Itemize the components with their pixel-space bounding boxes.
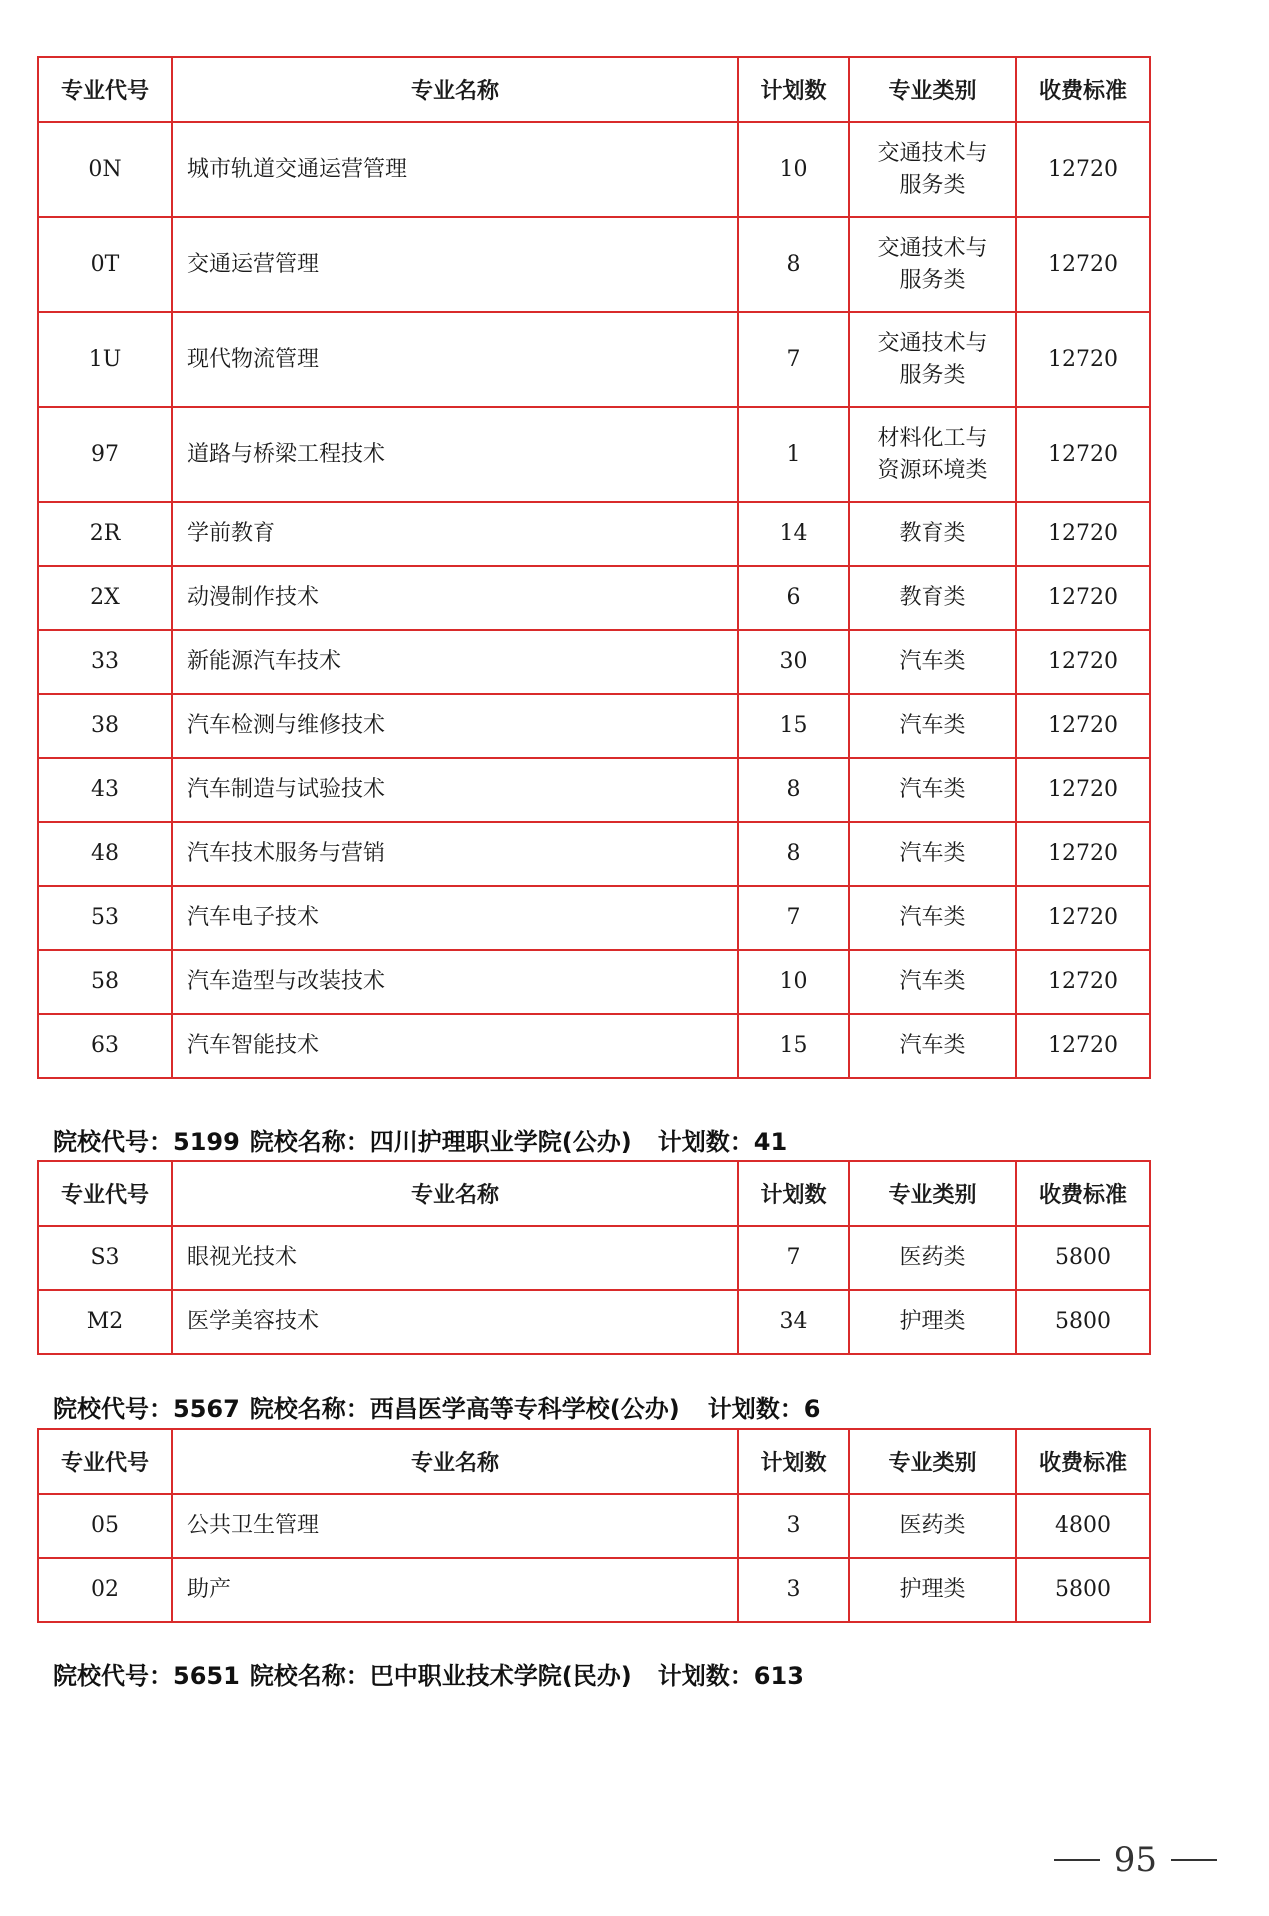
cell-code: M2	[38, 1290, 172, 1354]
header-tuition-fee: 收费标准	[1016, 1429, 1150, 1494]
table-row	[38, 566, 1150, 630]
cell-code: 1U	[38, 312, 172, 407]
cell-category: 汽车类	[849, 886, 1016, 950]
cell-fee: 12720	[1016, 886, 1150, 950]
table-row	[38, 312, 1150, 407]
school-info-line	[53, 1389, 821, 1424]
cell-name: 助产	[172, 1558, 738, 1622]
cell-fee: 12720	[1016, 407, 1150, 502]
table-row	[38, 694, 1150, 758]
cell-name: 城市轨道交通运营管理	[172, 122, 738, 217]
header-major-code: 专业代号	[38, 57, 172, 122]
cell-category: 教育类	[849, 566, 1016, 630]
school-code: 院校代号：5567	[53, 1395, 240, 1423]
header-plan-count: 计划数	[738, 1161, 849, 1226]
table-header-row	[38, 57, 1150, 122]
table-row	[38, 1558, 1150, 1622]
school-code: 院校代号：5651	[53, 1662, 240, 1690]
cell-fee: 12720	[1016, 566, 1150, 630]
table-row	[38, 407, 1150, 502]
cell-code: 43	[38, 758, 172, 822]
cell-plan: 7	[738, 312, 849, 407]
school-plan-count: 计划数：41	[657, 1128, 788, 1156]
cell-plan: 15	[738, 694, 849, 758]
cell-name: 公共卫生管理	[172, 1494, 738, 1558]
cell-category: 汽车类	[849, 630, 1016, 694]
cell-fee: 12720	[1016, 630, 1150, 694]
cell-fee: 12720	[1016, 122, 1150, 217]
cell-name: 现代物流管理	[172, 312, 738, 407]
cell-category: 教育类	[849, 502, 1016, 566]
cell-code: 48	[38, 822, 172, 886]
table-row	[38, 1494, 1150, 1558]
cell-code: 02	[38, 1558, 172, 1622]
cell-fee: 12720	[1016, 1014, 1150, 1078]
cell-code: 63	[38, 1014, 172, 1078]
cell-code: S3	[38, 1226, 172, 1290]
school-code: 院校代号：5199	[53, 1128, 240, 1156]
cell-category: 汽车类	[849, 758, 1016, 822]
school-plan-count: 计划数：6	[707, 1395, 821, 1423]
cell-category	[849, 312, 1016, 407]
cell-fee: 12720	[1016, 694, 1150, 758]
cell-category: 汽车类	[849, 822, 1016, 886]
table-row	[38, 950, 1150, 1014]
cell-plan: 14	[738, 502, 849, 566]
page-number: 95	[1113, 1840, 1157, 1880]
header-plan-count: 计划数	[738, 1429, 849, 1494]
table-row	[38, 630, 1150, 694]
cell-fee: 12720	[1016, 950, 1150, 1014]
cell-name: 医学美容技术	[172, 1290, 738, 1354]
cell-name: 汽车电子技术	[172, 886, 738, 950]
cell-plan: 8	[738, 822, 849, 886]
table-header-row	[38, 1161, 1150, 1226]
cell-category	[849, 217, 1016, 312]
header-major-name: 专业名称	[172, 1161, 738, 1226]
cell-fee: 12720	[1016, 502, 1150, 566]
cell-code: 33	[38, 630, 172, 694]
cell-code: 0N	[38, 122, 172, 217]
category-line-2: 服务类	[899, 362, 966, 388]
cell-category	[849, 122, 1016, 217]
cell-plan: 1	[738, 407, 849, 502]
cell-category: 汽车类	[849, 694, 1016, 758]
table-row	[38, 758, 1150, 822]
cell-name: 动漫制作技术	[172, 566, 738, 630]
cell-category: 医药类	[849, 1494, 1016, 1558]
cell-category: 护理类	[849, 1558, 1016, 1622]
school-info-line	[53, 1122, 787, 1157]
cell-fee: 5800	[1016, 1226, 1150, 1290]
cell-name: 新能源汽车技术	[172, 630, 738, 694]
cell-name: 学前教育	[172, 502, 738, 566]
header-major-name: 专业名称	[172, 57, 738, 122]
header-major-code: 专业代号	[38, 1161, 172, 1226]
cell-name: 道路与桥梁工程技术	[172, 407, 738, 502]
header-tuition-fee: 收费标准	[1016, 57, 1150, 122]
cell-name: 汽车智能技术	[172, 1014, 738, 1078]
cell-fee: 5800	[1016, 1290, 1150, 1354]
cell-code: 2X	[38, 566, 172, 630]
category-line-1: 材料化工与	[877, 425, 988, 451]
cell-name: 汽车造型与改装技术	[172, 950, 738, 1014]
table-header-row	[38, 1429, 1150, 1494]
table-row	[38, 1014, 1150, 1078]
cell-name: 汽车检测与维修技术	[172, 694, 738, 758]
table-row	[38, 886, 1150, 950]
cell-category	[849, 407, 1016, 502]
cell-plan: 30	[738, 630, 849, 694]
footer-dash-right	[1171, 1859, 1217, 1861]
cell-fee: 12720	[1016, 217, 1150, 312]
school-info-line	[53, 1656, 804, 1691]
category-line-1: 交通技术与	[877, 330, 988, 356]
cell-plan: 3	[738, 1494, 849, 1558]
enrollment-table-3	[37, 1428, 1151, 1623]
category-line-1: 交通技术与	[877, 140, 988, 166]
cell-plan: 15	[738, 1014, 849, 1078]
enrollment-table-1	[37, 56, 1151, 1079]
enrollment-table-2	[37, 1160, 1151, 1355]
cell-code: 2R	[38, 502, 172, 566]
cell-code: 0T	[38, 217, 172, 312]
school-name: 院校名称：巴中职业技术学院(民办)	[249, 1662, 632, 1690]
cell-code: 58	[38, 950, 172, 1014]
cell-code: 53	[38, 886, 172, 950]
header-major-category: 专业类别	[849, 1429, 1016, 1494]
cell-plan: 10	[738, 122, 849, 217]
cell-category: 护理类	[849, 1290, 1016, 1354]
school-name: 院校名称：四川护理职业学院(公办)	[249, 1128, 632, 1156]
cell-code: 05	[38, 1494, 172, 1558]
school-plan-count: 计划数：613	[657, 1662, 804, 1690]
table-row	[38, 217, 1150, 312]
footer-dash-left	[1054, 1859, 1100, 1861]
cell-category: 汽车类	[849, 1014, 1016, 1078]
cell-fee: 4800	[1016, 1494, 1150, 1558]
cell-fee: 12720	[1016, 312, 1150, 407]
table-row	[38, 1226, 1150, 1290]
cell-code: 97	[38, 407, 172, 502]
cell-plan: 7	[738, 1226, 849, 1290]
cell-category: 医药类	[849, 1226, 1016, 1290]
category-line-1: 交通技术与	[877, 235, 988, 261]
table-row	[38, 822, 1150, 886]
cell-fee: 12720	[1016, 758, 1150, 822]
cell-plan: 34	[738, 1290, 849, 1354]
cell-plan: 6	[738, 566, 849, 630]
cell-name: 交通运营管理	[172, 217, 738, 312]
cell-fee: 12720	[1016, 822, 1150, 886]
header-tuition-fee: 收费标准	[1016, 1161, 1150, 1226]
header-plan-count: 计划数	[738, 57, 849, 122]
header-major-category: 专业类别	[849, 57, 1016, 122]
header-major-code: 专业代号	[38, 1429, 172, 1494]
cell-name: 汽车技术服务与营销	[172, 822, 738, 886]
category-line-2: 服务类	[899, 172, 966, 198]
cell-plan: 10	[738, 950, 849, 1014]
cell-plan: 7	[738, 886, 849, 950]
cell-category: 汽车类	[849, 950, 1016, 1014]
cell-code: 38	[38, 694, 172, 758]
table-row	[38, 122, 1150, 217]
cell-name: 汽车制造与试验技术	[172, 758, 738, 822]
cell-fee: 5800	[1016, 1558, 1150, 1622]
cell-plan: 8	[738, 217, 849, 312]
cell-name: 眼视光技术	[172, 1226, 738, 1290]
table-row	[38, 1290, 1150, 1354]
header-major-category: 专业类别	[849, 1161, 1016, 1226]
school-name: 院校名称：西昌医学高等专科学校(公办)	[249, 1395, 680, 1423]
page-footer	[1054, 1840, 1217, 1880]
cell-plan: 8	[738, 758, 849, 822]
category-line-2: 资源环境类	[877, 457, 988, 483]
cell-plan: 3	[738, 1558, 849, 1622]
header-major-name: 专业名称	[172, 1429, 738, 1494]
table-row	[38, 502, 1150, 566]
category-line-2: 服务类	[899, 267, 966, 293]
